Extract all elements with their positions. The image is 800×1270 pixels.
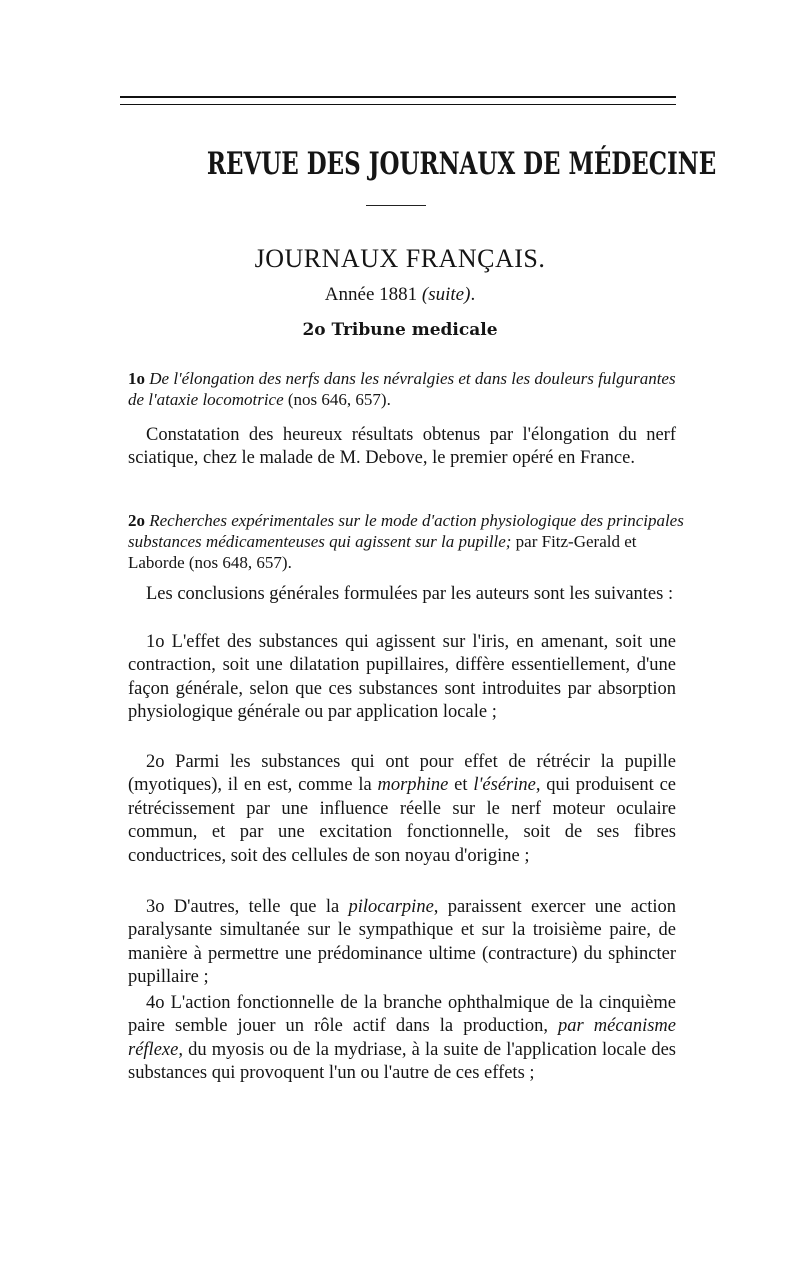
- entry2-authors: par Fitz-Gerald et Laborde (nos 648, 657).: [128, 532, 637, 572]
- entry2-point1-text: 1o L'effet des substances qui agissent sur l'iris, en amenant, soit une contraction, soit une dilatation pupillaires, diffère essentiellement, d'une façon générale, selon que ces substances sont introduites par absorption physiologique générale ou par application locale ;: [128, 632, 676, 723]
- point3-pilocarpine: pilocarpine: [348, 897, 434, 917]
- point4-text-b: du myosis ou de la mydriase, à la suite de l'application locale des substances qui provoquent l'un ou l'autre de ces effets ;: [128, 1039, 676, 1084]
- entry1-heading: [128, 368, 688, 410]
- page-title: REVUE DES JOURNAUX DE MÉDECINE: [206, 146, 717, 182]
- point2-text-b: et: [448, 775, 474, 796]
- title-divider: [366, 205, 426, 206]
- entry1-number: 1o: [128, 369, 145, 388]
- entry2-point3: [128, 896, 676, 990]
- entry2-point1: [128, 631, 676, 725]
- entry1-summary-text: Constatation des heureux résultats obtenus par l'élongation du nerf sciatique, chez le malade de M. Debove, le premier opéré en France.: [128, 425, 676, 469]
- point3-text-a: 3o D'autres, telle que la: [146, 897, 349, 917]
- entry2-number: 2o: [128, 511, 145, 530]
- point4-text-a: 4o L'action fonctionnelle de la branche ophthalmique de la cinquième paire semble jouer un rôle actif dans la production,: [128, 993, 676, 1037]
- year-line: [200, 284, 600, 306]
- year-suite: (suite): [421, 284, 471, 305]
- point2-text-c: , qui produisent ce rétrécissement par une influence réelle sur le nerf moteur oculaire commun, et par une excitation fonctionnelle, soit de ses fibres conductrices, soit des cellules de son noyau d'origine ;: [128, 775, 677, 866]
- entry1-title: De l'élongation des nerfs dans les névralgies et dans les douleurs fulgurantes de l'ataxie locomotrice: [128, 369, 676, 409]
- point2-morphine: morphine: [377, 775, 449, 796]
- entry2-intro-text: Les conclusions générales formulées par les auteurs sont les suivantes :: [146, 584, 674, 604]
- entry1-summary: [128, 424, 676, 471]
- entry2-point4: [128, 992, 676, 1086]
- point2-eserine: l'ésérine: [473, 775, 536, 796]
- top-double-rule: [120, 96, 676, 105]
- year-prefix: Année 1881: [324, 284, 422, 305]
- point2-text-a: 2o Parmi les substances qui ont pour effet de rétrécir la pupille (myotiques), il en est, comme la: [128, 752, 676, 796]
- section-title: JOURNAUX FRANÇAIS.: [254, 244, 546, 273]
- year-suffix: .: [470, 284, 476, 305]
- entry1-ref: (nos 646, 657).: [287, 390, 391, 409]
- point3-text-b: , paraissent exercer une action paralysante simultanée sur le sympathique et sur la troisième paire, de manière à permettre une prédominance ultime (contracture) du sphincter pupillaire ;: [128, 897, 676, 988]
- journal-title: 2o Tribune medicale: [302, 320, 498, 340]
- entry2-point2: [128, 751, 676, 868]
- entry2-title: Recherches expérimentales sur le mode d'action physiologique des principales substances médicamenteuses qui agissent sur la pupille;: [128, 511, 684, 551]
- point4-reflexe: par mécanisme réflexe,: [128, 1016, 676, 1060]
- entry2-heading: [128, 510, 688, 573]
- entry2-intro: [128, 583, 676, 606]
